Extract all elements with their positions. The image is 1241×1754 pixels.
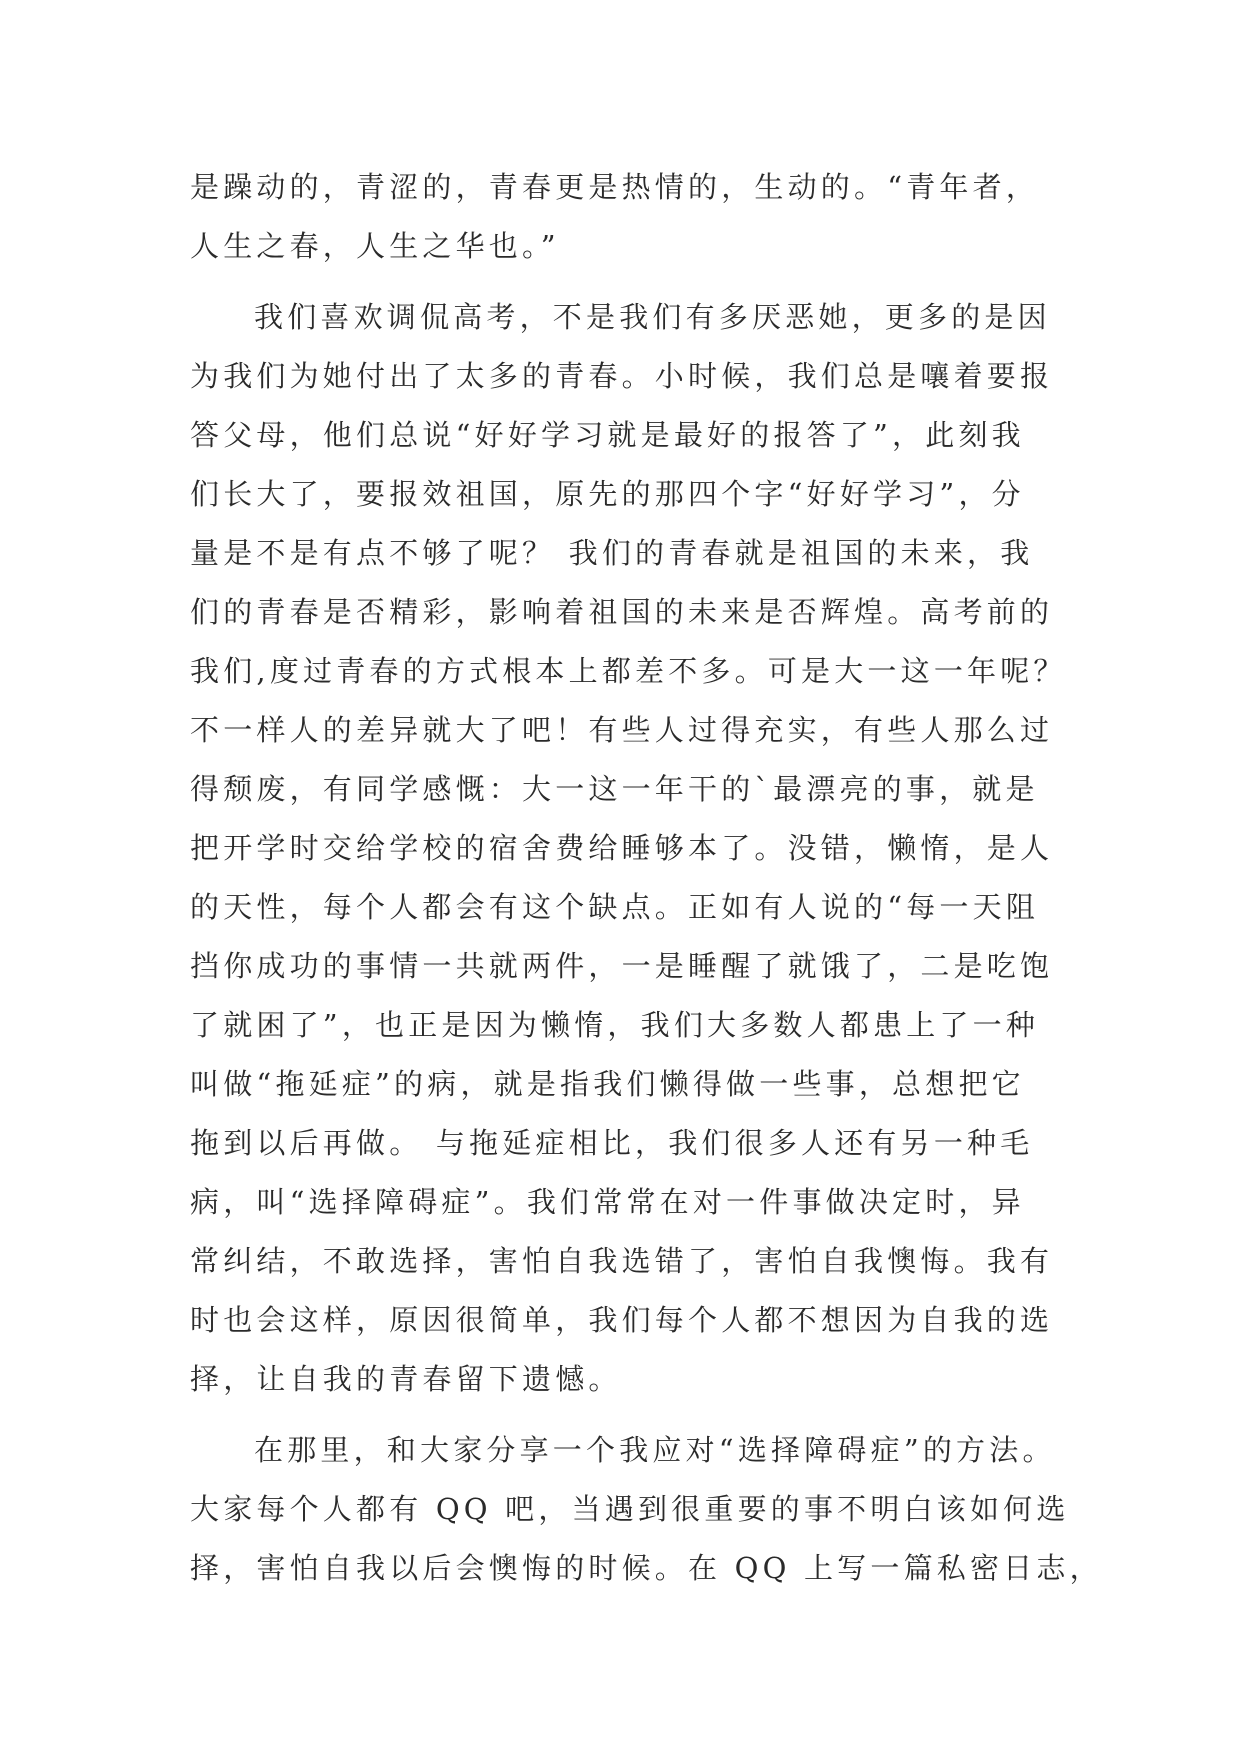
text-line: 择，害怕自我以后会懊悔的时候。在 QQ 上写一篇私密日志， [190,1551,1103,1585]
text-line: 们的青春是否精彩，影响着祖国的未来是否辉煌。高考前的 [190,595,1054,629]
text-line: 病，叫“选择障碍症”。我们常常在对一件事做决定时，异 [190,1185,1025,1219]
text-line: 量是不是有点不够了呢？ 我们的青春就是祖国的未来，我 [190,536,1034,570]
document-page [190,158,1103,1598]
paragraph [190,158,1052,276]
text-line: 不一样人的差异就大了吧！有些人过得充实，有些人那么过 [190,713,1054,747]
text-line: 得颓废，有同学感慨：大一这一年干的`最漂亮的事，就是 [190,772,1039,806]
text-line: 我们,度过青春的方式根本上都差不多。可是大一这一年呢？ [190,654,1067,688]
paragraph [190,288,1067,1409]
text-line: 叫做“拖延症”的病，就是指我们懒得做一些事，总想把它 [190,1067,1025,1101]
text-line: 时也会这样，原因很简单，我们每个人都不想因为自我的选 [190,1303,1054,1337]
paragraph [190,1421,1103,1598]
text-line: 常纠结，不敢选择，害怕自我选错了，害怕自我懊悔。我有 [190,1244,1054,1278]
text-line: 人生之春，人生之华也。” [190,229,560,263]
text-line: 答父母，他们总说“好好学习就是最好的报答了”，此刻我 [190,418,1025,452]
paragraph-gap [190,1409,1052,1421]
text-line: 我们喜欢调侃高考，不是我们有多厌恶她，更多的是因 [254,300,1051,334]
text-line: 为我们为她付出了太多的青春。小时候，我们总是嚷着要报 [190,359,1054,393]
text-line: 的天性，每个人都会有这个缺点。正如有人说的“每一天阻 [190,890,1040,924]
text-line: 们长大了，要报效祖国，原先的那四个字“好好学习”，分 [190,477,1025,511]
text-line: 把开学时交给学校的宿舍费给睡够本了。没错，懒惰，是人 [190,831,1054,865]
document-body [190,158,1103,1598]
text-line: 挡你成功的事情一共就两件，一是睡醒了就饿了，二是吃饱 [190,949,1054,983]
text-line: 在那里，和大家分享一个我应对“选择障碍症”的方法。 [254,1433,1056,1467]
text-line: 择，让自我的青春留下遗憾。 [190,1362,622,1396]
text-line: 大家每个人都有 QQ 吧，当遇到很重要的事不明白该如何选 [190,1492,1070,1526]
text-line: 是躁动的，青涩的，青春更是热情的，生动的。“青年者， [190,170,1040,204]
paragraph-gap [190,276,1052,288]
text-line: 拖到以后再做。 与拖延症相比，我们很多人还有另一种毛 [190,1126,1034,1160]
text-line: 了就困了”，也正是因为懒惰，我们大多数人都患上了一种 [190,1008,1040,1042]
